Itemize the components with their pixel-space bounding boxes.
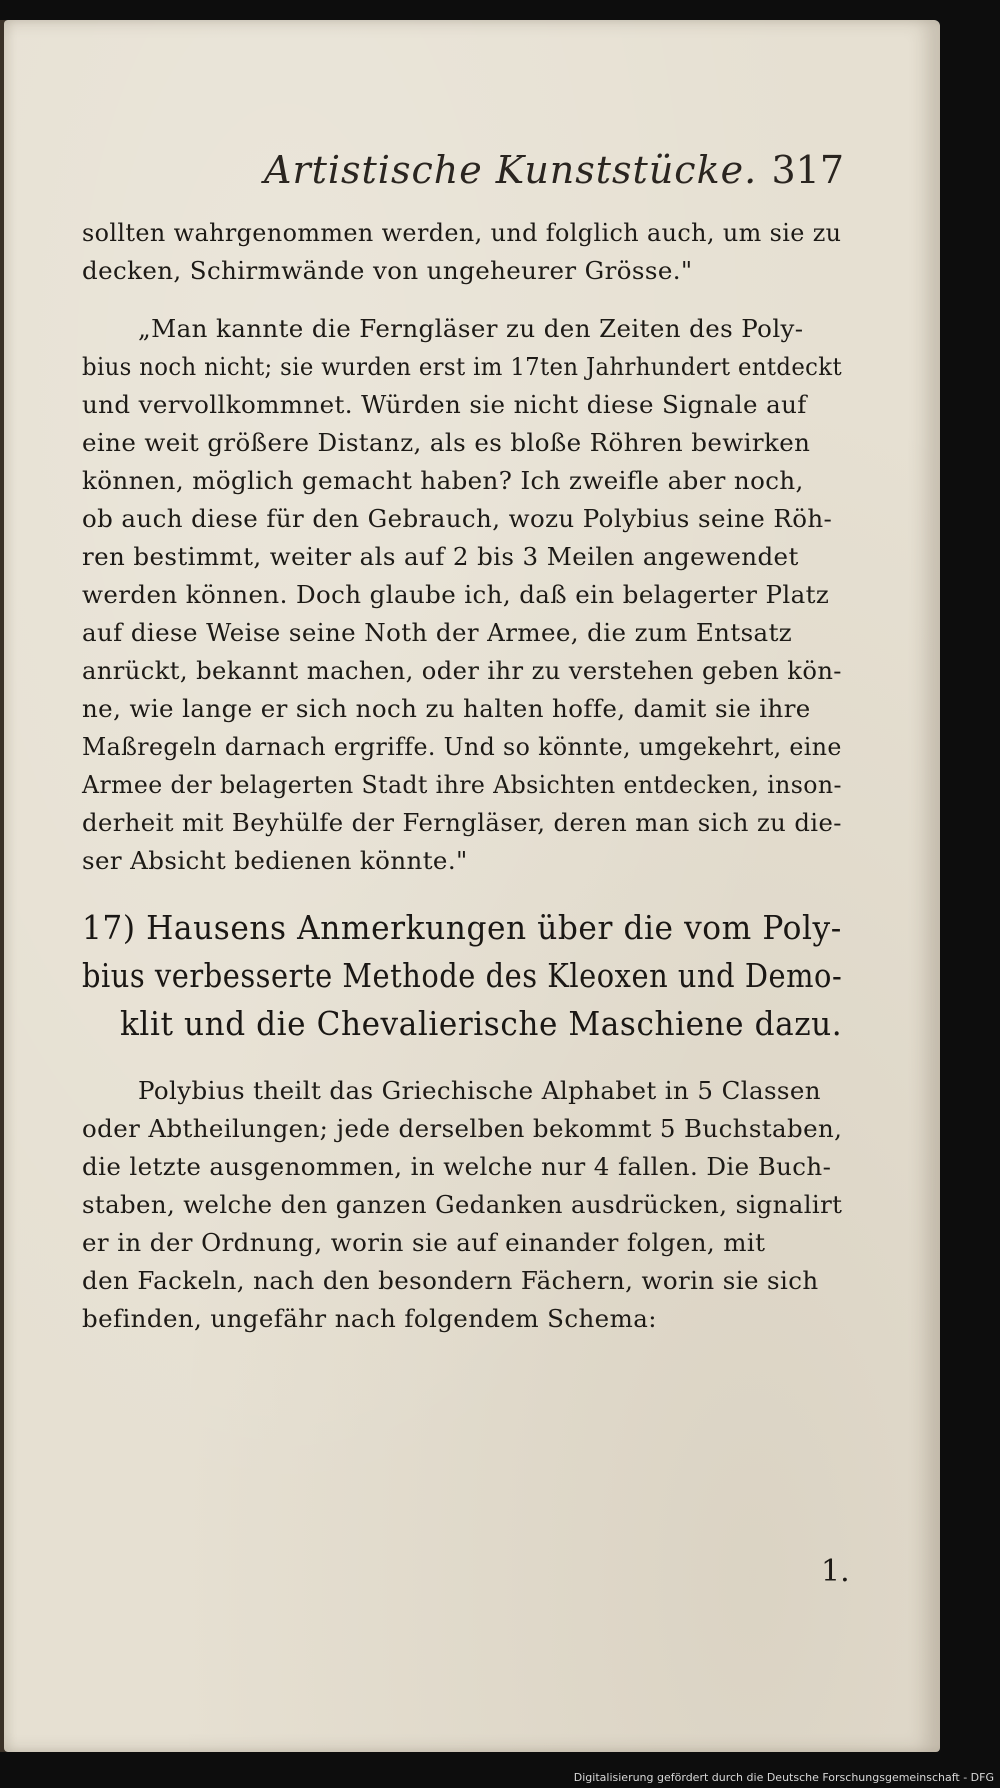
section-body-line: befinden, ungefähr nach folgendem Schema:	[82, 1304, 657, 1333]
body-line: Maßregeln darnach ergriffe. Und so könnte, umgekehrt, eine	[82, 732, 842, 761]
section-heading-line: 17) Hausens Anmerkungen über die vom Poly-	[82, 908, 842, 947]
body-line: eine weit größere Distanz, als es bloße Röhren bewirken	[82, 428, 811, 457]
body-line: anrückt, bekannt machen, oder ihr zu verstehen geben kön-	[82, 656, 842, 685]
body-line: derheit mit Beyhülfe der Ferngläser, deren man sich zu die-	[82, 808, 842, 837]
signature-mark: 1.	[821, 1554, 850, 1589]
running-head: Artistische Kunststücke.	[264, 148, 758, 192]
body-line: können, möglich gemacht haben? Ich zweifle aber noch,	[82, 466, 804, 495]
body-line: decken, Schirmwände von ungeheurer Grösse."	[82, 256, 693, 285]
section-body-line: die letzte ausgenommen, in welche nur 4 fallen. Die Buch-	[82, 1152, 832, 1181]
footer-bar	[0, 1764, 1000, 1788]
body-line: ren bestimmt, weiter als auf 2 bis 3 Meilen angewendet	[82, 542, 799, 571]
section-body-line: staben, welche den ganzen Gedanken ausdrücken, signalirt	[82, 1190, 843, 1219]
body-line: sollten wahrgenommen werden, und folglich auch, um sie zu	[82, 218, 842, 247]
section-body-line: er in der Ordnung, worin sie auf einander folgen, mit	[82, 1228, 766, 1257]
dfg-credit: Digitalisierung gefördert durch die Deutsche Forschungsgemeinschaft - DFG	[573, 1771, 994, 1784]
section-heading-line: bius verbesserte Methode des Kleoxen und Demo-	[82, 956, 843, 995]
section-body-line: den Fackeln, nach den besondern Fächern, worin sie sich	[82, 1266, 819, 1295]
section-heading-line: klit und die Chevalierische Maschiene dazu.	[120, 1004, 843, 1043]
body-line: und vervollkommnet. Würden sie nicht diese Signale auf	[82, 390, 807, 419]
body-line: ser Absicht bedienen könnte."	[82, 846, 468, 875]
body-line: werden können. Doch glaube ich, daß ein belagerter Platz	[82, 580, 830, 609]
book-page	[4, 20, 940, 1752]
body-line: ob auch diese für den Gebrauch, wozu Polybius seine Röh-	[82, 504, 833, 533]
section-body-line: oder Abtheilungen; jede derselben bekommt 5 Buchstaben,	[82, 1114, 843, 1143]
section-body-line: Polybius theilt das Griechische Alphabet in 5 Classen	[138, 1076, 821, 1105]
body-line: ne, wie lange er sich noch zu halten hoffe, damit sie ihre	[82, 694, 811, 723]
body-line: „Man kannte die Ferngläser zu den Zeiten des Poly-	[138, 314, 804, 343]
page-number: 317	[771, 148, 844, 192]
body-line: Armee der belagerten Stadt ihre Absichten entdecken, inson-	[82, 770, 842, 799]
body-line: bius noch nicht; sie wurden erst im 17ten Jahrhundert entdeckt	[82, 352, 842, 381]
body-line: auf diese Weise seine Noth der Armee, die zum Entsatz	[82, 618, 793, 647]
page-header	[264, 148, 844, 198]
